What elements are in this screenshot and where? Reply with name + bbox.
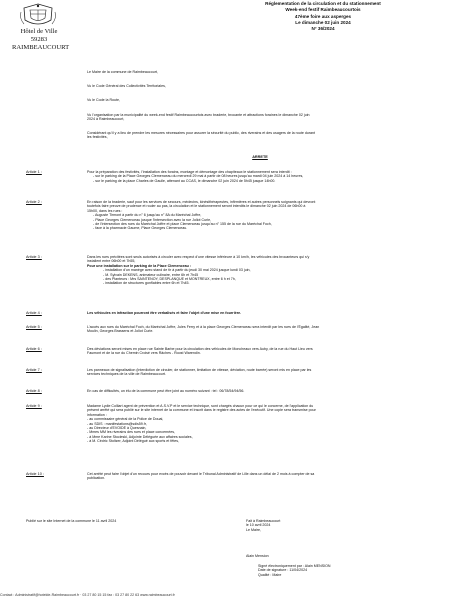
article-label: Article 1 : [26, 170, 42, 174]
preamble-line: Vu le Code la Route, [87, 98, 121, 102]
article-line: - face à la pharmacie Gaume, Place Georges Clemenceau. [93, 226, 188, 231]
article-line: toutefois faire preuve de prudence et rouler au pas, la circulation et le stationnement seront interdits le dimanche 02 juin 2024 de 06h00 à [87, 204, 306, 209]
article-line: - Auguste Tirmont à partir du n° 6 jusqu'au n° 8A du Maréchal Joffre, [93, 213, 202, 218]
signature-block [246, 519, 280, 532]
article-line: information : [87, 412, 107, 417]
article-label: Article 3 : [26, 255, 42, 259]
electronic-signature [258, 564, 331, 577]
preamble-line: Vu le Code Général des Collectivités Territoriales, [87, 84, 166, 88]
article-5-text [87, 325, 433, 334]
article-label: Article 8 : [26, 389, 42, 393]
article-8-text [87, 389, 433, 393]
article-line: - M. Sylvain DEKENS, animateur culinaire, entre 6h et 7h45 [103, 272, 199, 277]
article-line: - Place Georges Clemenceau jusque l'intersection avec la rue Joliot Curie, [93, 217, 212, 222]
preamble-line: Vu l'organisation par la municipalité du week-end festif Raimbeaucourtois avec braderie, brocante et attractions foraines le dimanche 02 juin [87, 113, 310, 117]
article-line: - au Directeur d'EVOIDÉ à Quesnain, [87, 426, 147, 431]
article-line: - au commissaire général de la Police de Douai, [87, 417, 164, 422]
article-line: Faumont et de la rue du Chemin Croisé vers Râches - Roost Warendin. [87, 351, 201, 356]
preamble [87, 131, 433, 140]
article-line: publication. [87, 476, 106, 481]
article-line: - Mmes MM les riverains des rues et place concernées, [87, 430, 176, 435]
article-line: En raison de la braderie, sauf pour les services de secours, médecins, kinésithérapeutes, infirmières et autres personnels soignants qui devront [87, 200, 316, 204]
article-line: - de l'intersection des rues du Maréchal Joffre et place Clemenceau jusqu'au n° 155 de la rue du Maréchal Foch, [93, 222, 272, 227]
municipality-name: Hôtel de Ville [20, 28, 58, 35]
article-line: L'accès aux rues du Maréchal Foch, du Maréchal Joffre, Jules Ferry et à la place Georges Clemenceau sera interdit par les rues de l'Égalité, Jean [87, 325, 320, 329]
mayor-name: Alain Mension [246, 554, 269, 558]
article-4-text [87, 311, 433, 315]
header-line: N° 36/2024 [311, 26, 335, 32]
arrete-title: ARRETE [252, 155, 268, 159]
article-line: - sur le parking de la place Charles de Gaulle, attenant au CCAS, le dimanche 02 juin 2024 de 5h45 jusque 14h00. [93, 178, 276, 183]
article-6-text [87, 347, 433, 356]
article-line: - à M. Cédric Stoltzer, Adjoint Délégué aux sports et fêtes, [87, 439, 180, 444]
article-line: 15h00, dans les rues : [87, 208, 123, 213]
article-9-text [87, 404, 433, 444]
signer-role: Qualité : Maire [258, 572, 282, 577]
article-label: Article 4 : [26, 311, 42, 315]
signature-place: Fait à Raimbeaucourt [246, 519, 281, 523]
article-line: Pour une installation sur le parking de la Place Clemenceau : [87, 263, 192, 268]
article-label: Article 2 : [26, 200, 42, 204]
header-line: Réglementation de la circulation et du stationnement [265, 1, 381, 6]
municipality-block [12, 28, 70, 52]
article-10-text [87, 472, 433, 481]
article-2-text [87, 200, 433, 231]
preamble [87, 84, 433, 88]
article-line: Madame Lydie Colliart agent de prévention et A.S.V.P et le service technique, sont chargés chacun pour ce qui le concerne, de l'application du [87, 404, 314, 408]
article-line: - à Mme Karine Stocleski, Adjointe Déléguée aux affaires sociales, [87, 434, 193, 439]
article-line: Pour la préparation des festivités, l'installation des forains, montage et démontage des chapiteaux le stationnement sera interdit : [87, 170, 292, 174]
municipality-address: 59283 RAIMBEAUCOURT [12, 36, 70, 51]
signature-title: Le Maire, [246, 527, 261, 532]
article-line: Les véhicules en infraction pourront être verbalisés et faire l'objet d'une mise en fourrière. [87, 311, 242, 315]
article-7-text [87, 368, 433, 377]
article-line: - au SDIS : manifestations@sdis59.fr, [87, 421, 147, 426]
preamble-line: Le Maire de la commune de Raimbeaucourt, [87, 70, 158, 74]
article-3-text [87, 255, 433, 286]
preamble [87, 70, 433, 74]
article-label: Article 7 : [26, 368, 42, 372]
article-line: services techniques de la ville de Raimbeaucourt. [87, 372, 166, 377]
page-footer: Contact : Administratif@hotelde-Raimbeaucourt.fr · 03 27 80 15 15 fax : 03 27 80 22 63 www.raimbeaucourt.fr [0, 593, 175, 597]
article-line: installent entre 06h00 et 7h55, [87, 259, 136, 264]
article-line: Moulin, Georges Brassens et Joliot Curie. [87, 329, 154, 334]
article-line: Dans les rues précitées sont seuls autorisés à circuler avec respect d'une vitesse inférieure à 10 km/h, les véhicules des brocanteurs qui s'y [87, 255, 310, 259]
article-label: Article 6 : [26, 347, 42, 351]
article-line: - sur le parking de la Place Georges Clemenceau du mercredi 29 mai à partir de 08 heures jusqu'au mardi 04 juin 2024 à 14 heures, [93, 174, 304, 179]
header-line: Le dimanche 02 juin 2024 [295, 19, 351, 25]
header-line: 47ème foire aux asperges [294, 13, 352, 19]
article-line: En cas de difficultés, un élu de la commune peut être joint au numéro suivant : tel : 06/78/54/94/56. [87, 389, 245, 393]
article-1-text [87, 170, 433, 183]
document-header [208, 1, 438, 32]
signature-date: le 10 avril 2024 [246, 523, 271, 528]
article-line: - installation de structures gonflables entre 6h et 7h45. [103, 281, 190, 286]
publication-note: Publié sur le site Internet de la commune le 11 avril 2024 [26, 519, 117, 523]
town-seal-icon [18, 2, 58, 28]
article-line: - des Planteurs : Mrs SAINTENOY, DESPLANQUE et MONTREUX, entre 6 h et 7h, [103, 277, 236, 282]
preamble-line: 2024 à Raimbeaucourt, [87, 117, 125, 122]
preamble-line: Considérant qu'il y a lieu de prendre les mesures nécessaires pour assurer la sécurité du public, des riverains et des usagers de la route durant [87, 131, 316, 135]
preamble [87, 113, 433, 122]
article-label: Article 10 : [26, 472, 44, 476]
article-line: Cet arrêté peut faire l'objet d'un recours pour excès de pouvoir devant le Tribunal Administratif de Lille dans un délai de 2 mois à compter de sa [87, 472, 315, 476]
article-line: - installation d'un manège avec stand de tir à partir du jeudi 30 mai 2024 jusque lundi 03 juin, [103, 268, 251, 273]
article-label: Article 9 : [26, 404, 42, 408]
header-line: Week-end festif Raimbeaucourtois [285, 7, 361, 13]
preamble-line: les festivités, [87, 135, 108, 140]
article-line: Les panneaux de signalisation (interdiction de circuler, de stationner, limitation de vitesse, déviation, route barrée) seront mis en place par les [87, 368, 312, 372]
article-line: Des déviations seront mises en place rue Sainte Barbe pour la circulation des véhicules de Moncheaux vers Auby, de la rue du Haut Lieu vers [87, 347, 313, 351]
sign-date: Date de signature : 11/04/2024 [258, 568, 308, 573]
signed-by: Signé électroniquement par : Alain MENSION [258, 564, 331, 568]
article-line: présent arrêté qui sera publié sur le site internet de la commune et inscrit dans le registre des actes de l'exécutif. Une copie sera transmise pour [87, 408, 316, 413]
preamble [87, 98, 433, 102]
article-label: Article 5 : [26, 325, 42, 329]
